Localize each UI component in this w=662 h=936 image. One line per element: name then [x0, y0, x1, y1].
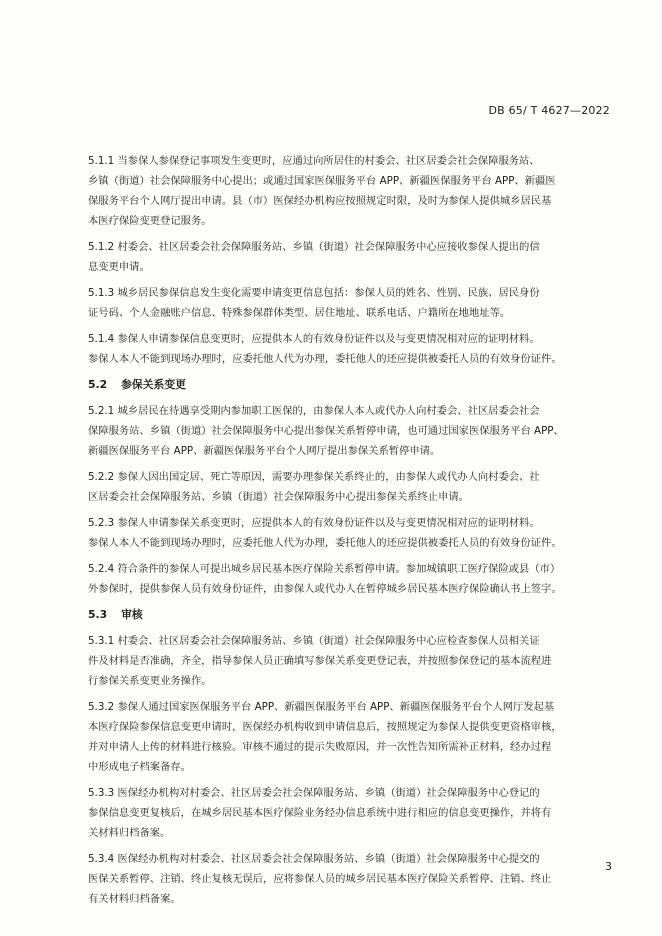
clause-line: 参保信息变更复核后，在城乡居民基本医疗保险业务经办信息系统中进行相应的信息变更操作，并将有 — [88, 807, 552, 819]
clause-line: 5.2.4 符合条件的参保人可提出城乡居民基本医疗保险关系暂停申请。参加城镇职工医疗保险或县（市） — [88, 563, 561, 575]
clause-line: 并对申请人上传的材料进行核验。审核不通过的提示失败原因，并一次性告知所需补正材料，经办过程 — [88, 741, 552, 753]
clause-line: 本医疗保险变更登记服务。 — [88, 215, 212, 227]
section-heading-5-2 — [88, 375, 598, 395]
clause-line: 关材料归档备案。 — [88, 827, 171, 839]
section-title: 参保关系变更 — [121, 378, 186, 391]
clause-line: 5.1.1 当参保人参保登记事项发生变更时，应通过向所居住的村委会、社区居委会社会保障服务站、 — [88, 155, 540, 167]
clause-line: 息变更申请。 — [88, 261, 150, 273]
clauses-5-1 — [88, 151, 598, 369]
page-number: 3 — [605, 860, 612, 873]
clause-paragraph — [88, 283, 598, 323]
clause-line: 保服务平台个人网厅提出申请。县（市）医保经办机构应按照规定时限，及时为参保人提供城乡居民基 — [88, 195, 552, 207]
clause-line: 参保人本人不能到现场办理时，应委托他人代为办理，委托他人的还应提供被委托人员的有效身份证件。 — [88, 353, 562, 365]
clause-paragraph — [88, 237, 598, 277]
clause-paragraph — [88, 329, 598, 369]
section-number: 5.2 — [88, 378, 108, 391]
clause-paragraph — [88, 849, 598, 909]
clause-line: 参保人本人不能到现场办理时，应委托他人代为办理，委托他人的还应提供被委托人员的有效身份证件。 — [88, 537, 562, 549]
clause-line: 证号码、个人金融账户信息、特殊参保群体类型、居住地址、联系电话、户籍所在地地址等。 — [88, 307, 511, 319]
clauses-5-3 — [88, 631, 598, 909]
clause-line: 5.2.1 城乡居民在待遇享受期内参加职工医保的，由参保人本人或代办人向村委会、社区居委会社会 — [88, 405, 540, 417]
clause-line: 5.1.3 城乡居民参保信息发生变化需要申请变更信息包括：参保人员的姓名、性别、民族、居民身份 — [88, 287, 540, 299]
clause-paragraph — [88, 401, 598, 461]
clause-line: 医保关系暂停、注销、终止复核无误后，应将参保人员的城乡居民基本医疗保险关系暂停、注销、终止 — [88, 873, 552, 885]
clause-line: 本医疗保险参保信息变更申请时，医保经办机构收到申请信息后，按照规定为参保人提供变更资格审核， — [88, 721, 562, 733]
clause-line: 5.2.2 参保人因出国定居、死亡等原因，需要办理参保关系终止的，由参保人或代办人向村委会、社 — [88, 471, 540, 483]
clause-line: 件及材料是否准确，齐全，指导参保人员正确填写参保关系变更登记表，并按照参保登记的基本流程进 — [88, 655, 552, 667]
document-body — [88, 151, 598, 915]
clause-paragraph — [88, 559, 598, 599]
clause-line: 5.3.4 医保经办机构对村委会、社区居委会社会保障服务站、乡镇（街道）社会保障服务中心提交的 — [88, 853, 540, 865]
clause-line: 区居委会社会保障服务站、乡镇（街道）社会保障服务中心提出参保关系终止申请。 — [88, 491, 469, 503]
section-heading-5-3 — [88, 605, 598, 625]
clause-line: 5.2.3 参保人申请参保关系变更时，应提供本人的有效身份证件以及与变更情况相对应的证明材料。 — [88, 517, 540, 529]
clause-line: 保障服务站、乡镇（街道）社会保障服务中心提出参保关系暂停申请，也可通过国家医保服务平台 APP、 — [88, 425, 564, 437]
clause-line: 5.1.2 村委会、社区居委会社会保障服务站、乡镇（街道）社会保障服务中心应接收参保人提出的信 — [88, 241, 540, 253]
clause-line: 有关材料归档备案。 — [88, 893, 181, 905]
clause-paragraph — [88, 783, 598, 843]
clause-paragraph — [88, 631, 598, 691]
clause-line: 5.3.1 村委会、社区居委会社会保障服务站、乡镇（街道）社会保障服务中心应检查参保人员相关证 — [88, 635, 540, 647]
clause-line: 行参保关系变更业务操作。 — [88, 675, 212, 687]
clause-line: 5.1.4 参保人申请参保信息变更时，应提供本人的有效身份证件以及与变更情况相对应的证明材料。 — [88, 333, 540, 345]
section-number: 5.3 — [88, 608, 108, 621]
clause-paragraph — [88, 697, 598, 777]
clauses-5-2 — [88, 401, 598, 599]
clause-paragraph — [88, 151, 598, 231]
clause-paragraph — [88, 467, 598, 507]
clause-line: 5.3.2 参保人通过国家医保服务平台 APP、新疆医保服务平台 APP、新疆医保服务平台个人网厅发起基 — [88, 701, 555, 713]
clause-line: 乡镇（街道）社会保障服务中心提出；或通过国家医保服务平台 APP、新疆医保服务平台 APP、新疆医 — [88, 175, 556, 187]
clause-line: 中形成电子档案备存。 — [88, 761, 191, 773]
standard-code-header: DB 65/ T 4627—2022 — [488, 104, 610, 117]
section-title: 审核 — [121, 608, 143, 621]
clause-line: 外参保时，提供参保人员有效身份证件，由参保人或代办人在暂停城乡居民基本医疗保险确认书上签字。 — [88, 583, 562, 595]
clause-line: 新疆医保服务平台 APP、新疆医保服务平台个人网厅提出参保关系暂停申请。 — [88, 445, 441, 457]
clause-paragraph — [88, 513, 598, 553]
clause-line: 5.3.3 医保经办机构对村委会、社区居委会社会保障服务站、乡镇（街道）社会保障服务中心登记的 — [88, 787, 540, 799]
